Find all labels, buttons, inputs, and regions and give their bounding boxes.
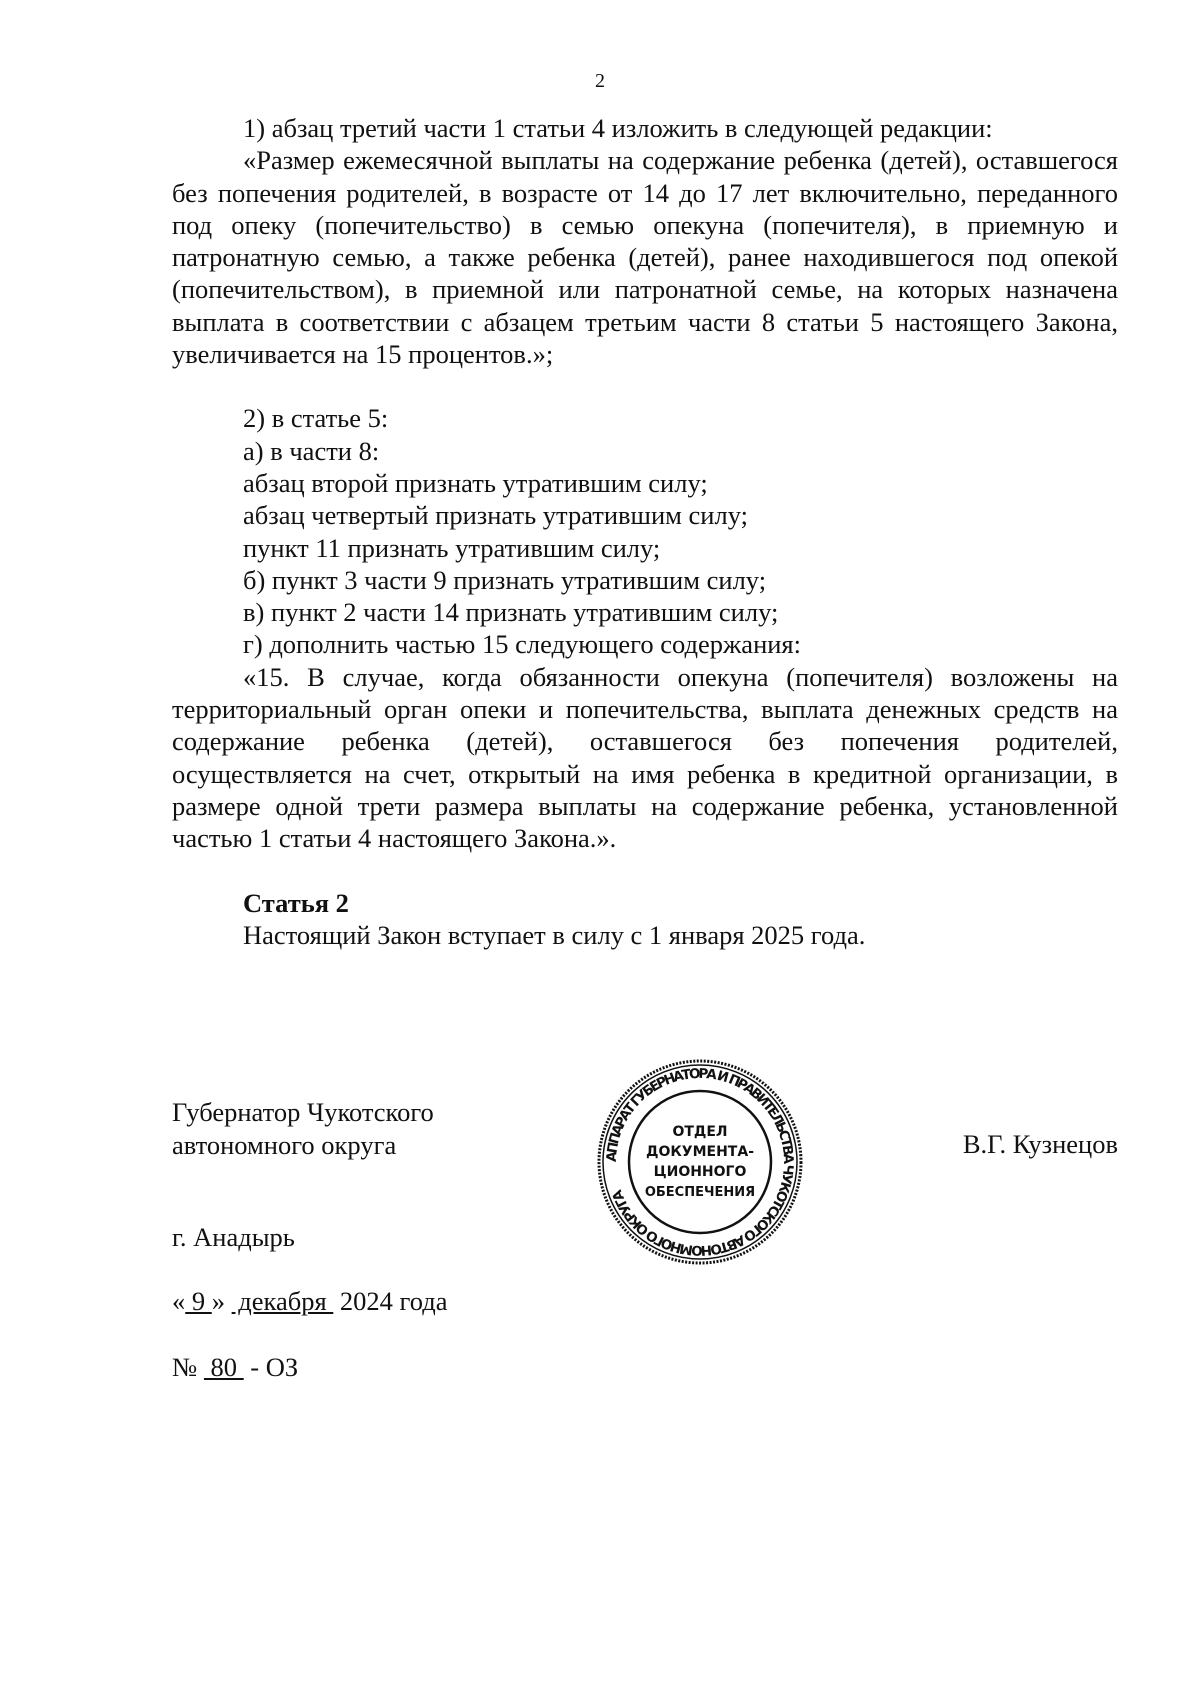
stamp-center-line4: ОБЕСПЕЧЕНИЯ (644, 1185, 756, 1200)
signing-date (172, 1286, 447, 1317)
item2-a3: пункт 11 признать утратившим силу; (243, 532, 661, 563)
number-suffix: - ОЗ (243, 1352, 299, 1382)
item2-a2: абзац четвертый признать утратившим силу; (243, 500, 748, 531)
item1-intro: 1) абзац третий части 1 статьи 4 изложить в следующей редакции: (243, 113, 993, 143)
stamp-inner-ring (629, 1091, 771, 1233)
law-number (172, 1352, 298, 1383)
stamp-center-line3: ЦИОННОГО (653, 1164, 747, 1180)
item2-b: б) пункт 3 части 9 признать утратившим силу; (243, 564, 767, 595)
stamp-center-line2: ДОКУМЕНТА- (645, 1144, 755, 1160)
date-month: декабря (231, 1286, 334, 1316)
date-year: 2024 года (333, 1286, 448, 1316)
number-prefix: № (172, 1352, 204, 1382)
article2-text: Настоящий Закон вступает в силу с 1 января 2025 года. (243, 919, 866, 950)
signatory-position (172, 1096, 434, 1162)
item2-a1: абзац второй признать утратившим силу; (243, 467, 708, 498)
date-close-quote: » (211, 1286, 232, 1316)
date-open-quote: « (172, 1286, 186, 1316)
position-line1: Губернатор Чукотского (172, 1097, 434, 1127)
official-stamp (596, 1058, 804, 1266)
position-line2: автономного округа (172, 1130, 397, 1160)
page-number: 2 (595, 70, 605, 92)
item2-intro: 2) в статье 5: (243, 403, 389, 434)
item2-v: в) пункт 2 части 14 признать утратившим силу; (243, 597, 779, 628)
number-value: 80 (203, 1352, 244, 1382)
signatory-name: В.Г. Кузнецов (962, 1129, 1118, 1159)
document-body (172, 112, 1118, 951)
article2-title: Статья 2 (243, 887, 349, 918)
place-of-signing: г. Анадырь (172, 1222, 295, 1252)
date-day: 9 (185, 1286, 212, 1316)
item1-text: «Размер ежемесячной выплаты на содержание ребенка (детей), оставшегося без попечения родителей, в возрасте от 14 до 17 лет включительно, переданного под опеку (попечительство) в семью опекуна (попечителя), в приемную и патронатную семью, а также ребенка (детей), ранее находившегося под опекой (попечительством), в приемной или патронатной семье, на которых назначена выплата в соответствии с абзацем третьим части 8 статьи 5 настоящего Закона, увеличивается на 15 процентов.»; (172, 145, 1118, 370)
stamp-center-line1: ОТДЕЛ (672, 1124, 728, 1140)
item2-g: г) дополнить частью 15 следующего содержания: (243, 629, 801, 660)
item2-g-text: «15. В случае, когда обязанности опекуна (попечителя) возложены на территориальный орган опеки и попечительства, выплата денежных средств на содержание ребенка (детей), оставшегося без попечения родителей, осуществляется на счет, открытый на имя ребенка в кредитной организации, в размере одной трети размера выплаты на содержание ребенка, установленной частью 1 статьи 4 настоящего Закона.». (172, 661, 1118, 854)
stamp-ring-text: АППАРАТ ГУБЕРНАТОРА И ПРАВИТЕЛЬСТВА ЧУКОТСКОГО АВТОНОМНОГО ОКРУГА (603, 1065, 797, 1259)
item2-a: а) в части 8: (243, 435, 380, 466)
